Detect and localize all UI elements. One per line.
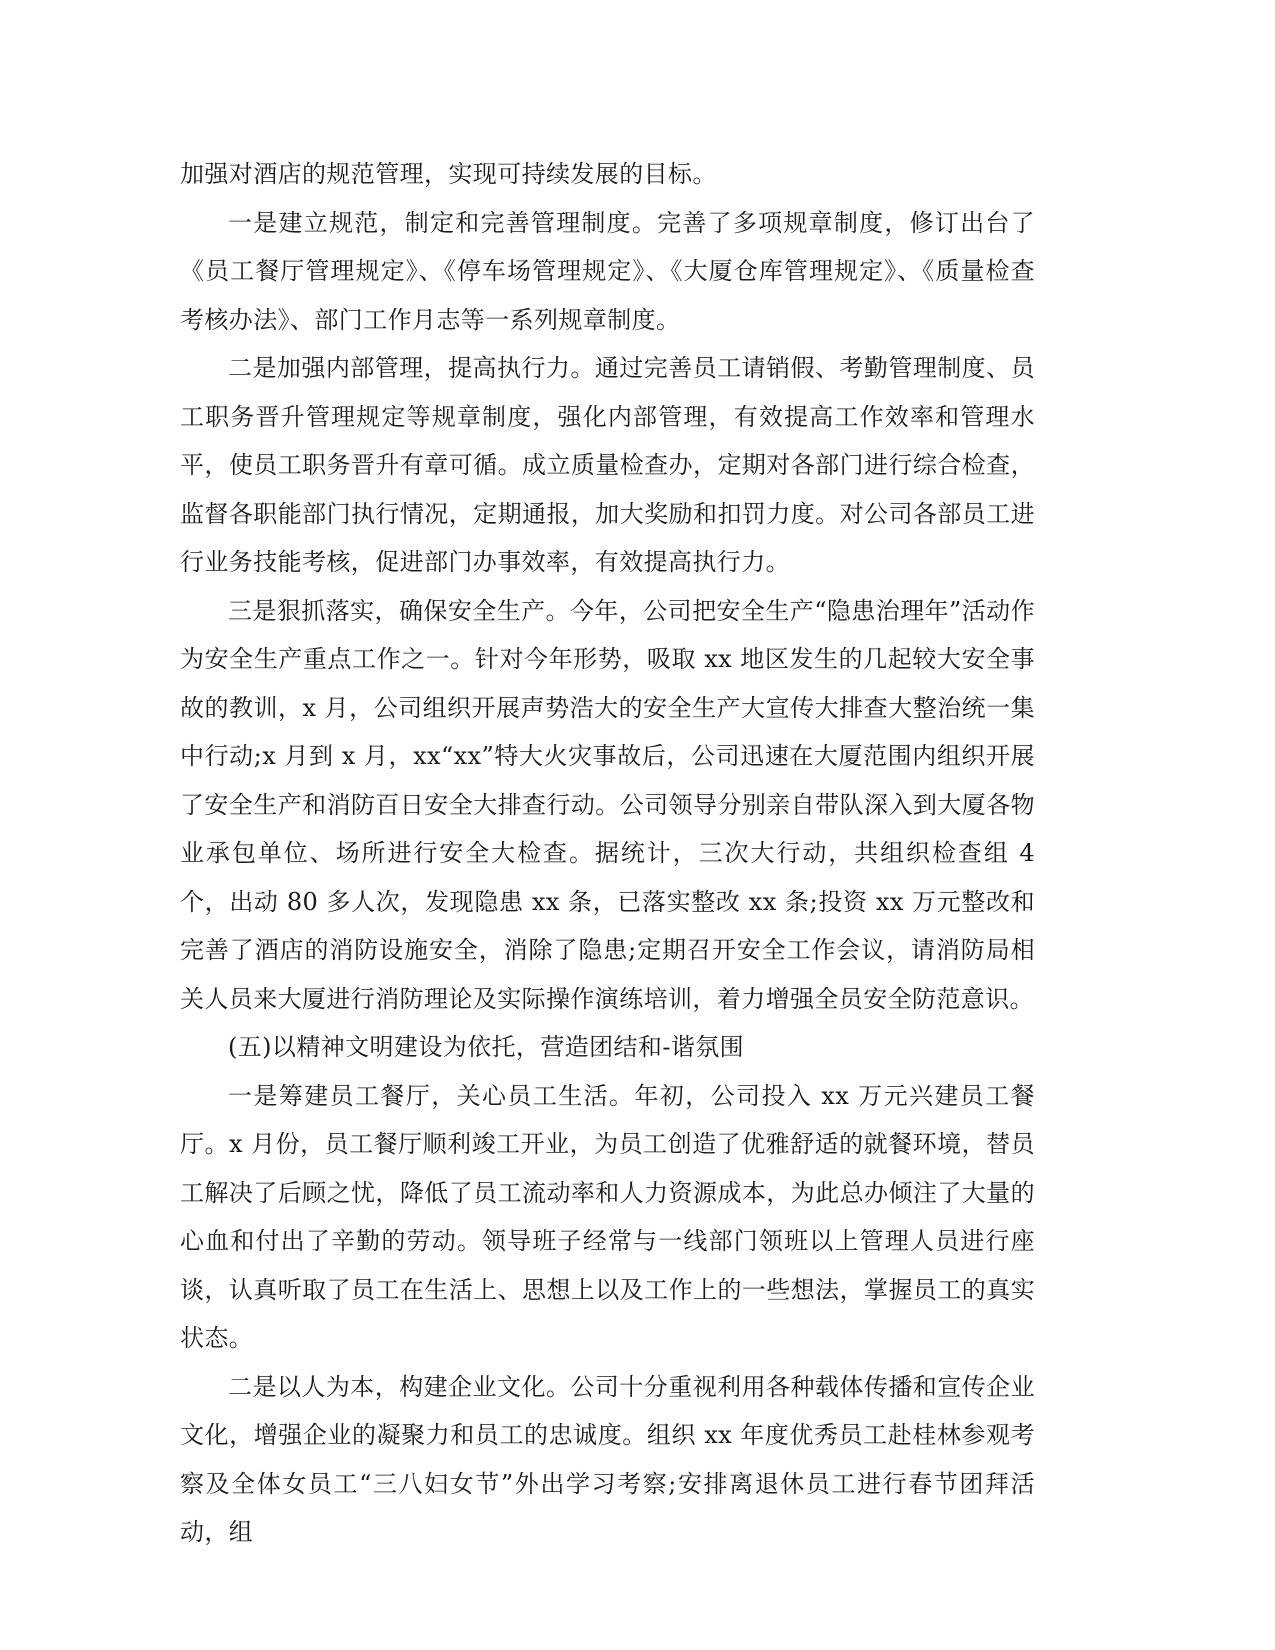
paragraph-safety-production: 三是狠抓落实，确保安全生产。今年，公司把安全生产“隐患治理年”活动作为安全生产重点工作之一。针对今年形势，吸取 xx 地区发生的几起较大安全事故的教训，x 月，公司组织开展声势浩大的安全生产大宣传大排查大整治统一集中行动;x 月到 x 月，xx“xx”特大火灾事故后，公司迅速在大厦范围内组织开展了安全生产和消防百日安全大排查行动。公司领导分别亲自带队深入到大厦各物业承包单位、场所进行安全大检查。据统计，三次大行动，共组织检查组 4 个，出动 80 多人次，发现隐患 xx 条，已落实整改 xx 条;投资 xx 万元整改和完善了酒店的消防设施安全，消除了隐患;定期召开安全工作会议，请消防局相关人员来大厦进行消防理论及实际操作演练培训，着力增强全员安全防范意识。: [180, 596, 1035, 1013]
paragraph-management-rules: 一是建立规范，制定和完善管理制度。完善了多项规章制度，修订出台了《员工餐厅管理规定》、《停车场管理规定》、《大厦仓库管理规定》、《质量检查考核办法》、部门工作月志等一系列规章制度。: [180, 208, 1035, 334]
document-page: [180, 150, 1035, 1557]
section-heading-5: (五)以精神文明建设为依托，营造团结和-谐氛围: [228, 1033, 745, 1061]
paragraph-1-continued: 加强对酒店的规范管理，实现可持续发展的目标。: [180, 160, 717, 188]
paragraph-corporate-culture: 二是以人为本，构建企业文化。公司十分重视利用各种载体传播和宣传企业文化，增强企业的凝聚力和员工的忠诚度。组织 xx 年度优秀员工赴桂林参观考察及全体女员工“三八妇女节”外出学习考察;安排离退休员工进行春节团拜活动，组: [180, 1372, 1035, 1546]
paragraph-staff-canteen: 一是筹建员工餐厅，关心员工生活。年初，公司投入 xx 万元兴建员工餐厅。x 月份，员工餐厅顺利竣工开业，为员工创造了优雅舒适的就餐环境，替员工解决了后顾之忧，降低了员工流动率和人力资源成本，为此总办倾注了大量的心血和付出了辛勤的劳动。领导班子经常与一线部门领班以上管理人员进行座谈，认真听取了员工在生活上、思想上以及工作上的一些想法，掌握员工的真实状态。: [180, 1081, 1035, 1352]
paragraph-internal-management: 二是加强内部管理，提高执行力。通过完善员工请销假、考勤管理制度、员工职务晋升管理规定等规章制度，强化内部管理，有效提高工作效率和管理水平，使员工职务晋升有章可循。成立质量检查办，定期对各部门进行综合检查，监督各职能部门执行情况，定期通报，加大奖励和扣罚力度。对公司各部员工进行业务技能考核，促进部门办事效率，有效提高执行力。: [180, 354, 1035, 576]
